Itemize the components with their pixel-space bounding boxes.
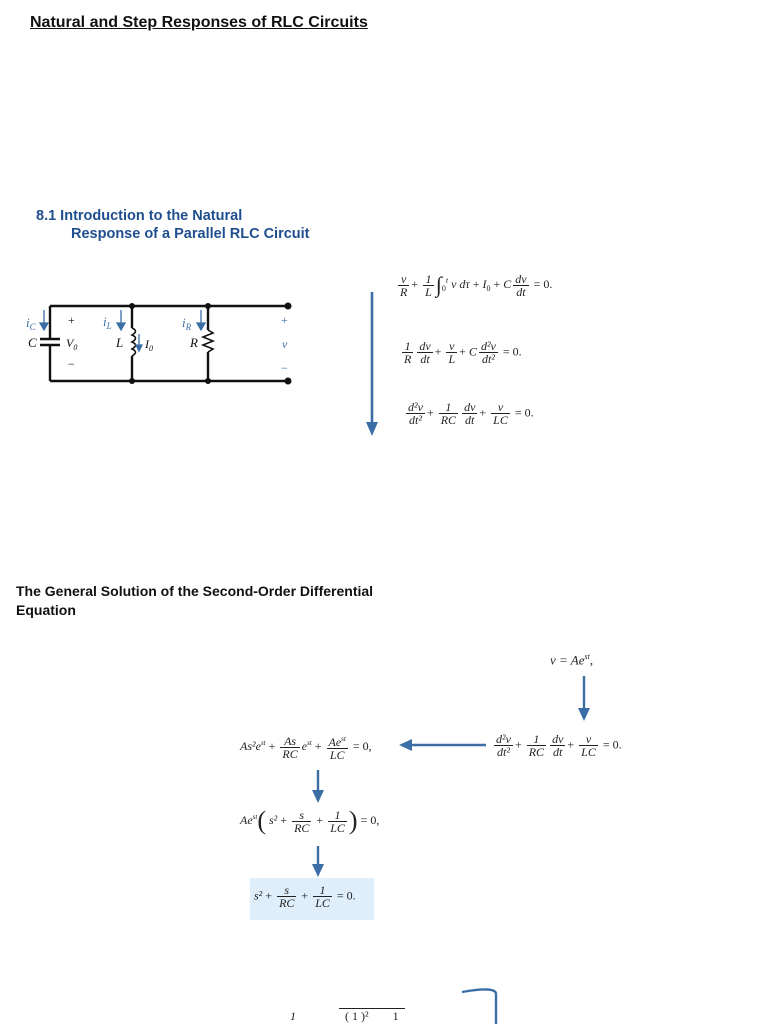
- general-solution-line-2: Equation: [16, 602, 76, 618]
- general-solution-line-1: The General Solution of the Second-Order Differential: [16, 583, 374, 599]
- down-arrow-icon: [364, 292, 380, 438]
- down-arrow-icon: [576, 676, 592, 724]
- i0-label: $I_0$: [145, 337, 153, 353]
- bracket-icon: [460, 986, 504, 1024]
- v0-label: $V_0$: [66, 336, 78, 352]
- v-plus-label: +: [281, 313, 288, 327]
- down-arrow-icon: [310, 846, 326, 880]
- root-formula-fragment: 1 ( 1 )² 1: [290, 1008, 405, 1024]
- vc-plus-label: +: [68, 313, 75, 327]
- assumed-solution: $v = Ae^{st}$,: [550, 652, 594, 668]
- section-heading-8-1: [36, 207, 310, 243]
- il-label: $i_L$: [103, 314, 112, 331]
- section-heading-line-2: Response of a Parallel RLC Circuit: [71, 226, 310, 242]
- v-minus-label: −: [281, 361, 288, 375]
- general-solution-heading: [16, 582, 373, 620]
- section-heading-line-1: 8.1 Introduction to the Natural: [36, 208, 243, 224]
- kcl-derivative-equation: $\frac{1}{R}$ $\frac{dv}{dt}$ + $\frac{v}{L}$ + C $\frac{\text{d²v}}{\text{dt²}}$ = 0.: [404, 339, 522, 366]
- down-arrow-icon: [310, 770, 326, 806]
- substituted-equation: $As^2e^{st}$ + $\frac{As}{RC}$ $e^{st}$ + $\frac{Ae^{st}}{LC}$ = 0,: [240, 733, 372, 762]
- inductor-label: L: [116, 335, 124, 350]
- second-order-de-repeat: $\frac{\text{d²v}}{\text{dt²}}$ + $\frac{1}{RC}$ $\frac{dv}{dt}$ + $\frac{v}{LC}$ = 0.: [496, 732, 622, 759]
- left-arrow-icon: [398, 737, 488, 753]
- capacitor-label: C: [28, 335, 37, 350]
- ic-label: $i_C$: [26, 315, 36, 332]
- resistor-label: R: [190, 335, 198, 350]
- kcl-integral-equation: $\frac{v}{R}$ + $\frac{1}{L}$ $\int_0^t$ v $d\tau + I_0 + C$ $\frac{dv}{dt}$ = 0.: [400, 271, 553, 299]
- second-order-de: $\frac{\text{d²v}}{\text{dt²}}$ + $\frac{1}{RC}$ $\frac{dv}{dt}$ + $\frac{v}{LC}$ = 0.: [408, 400, 534, 427]
- parallel-rlc-circuit: [24, 292, 300, 392]
- document-title: Natural and Step Responses of RLC Circuits: [30, 14, 368, 31]
- factored-equation: $Ae^{st}$( s² + $\frac{s}{RC}$ + $\frac{1}{LC}$ ) = 0,: [240, 806, 380, 835]
- characteristic-equation: s² + $\frac{s}{RC}$ + $\frac{1}{LC}$ = 0.: [254, 883, 356, 910]
- vc-minus-label: −: [68, 357, 75, 371]
- v-label: v: [282, 337, 288, 351]
- ir-label: $i_R$: [182, 315, 192, 332]
